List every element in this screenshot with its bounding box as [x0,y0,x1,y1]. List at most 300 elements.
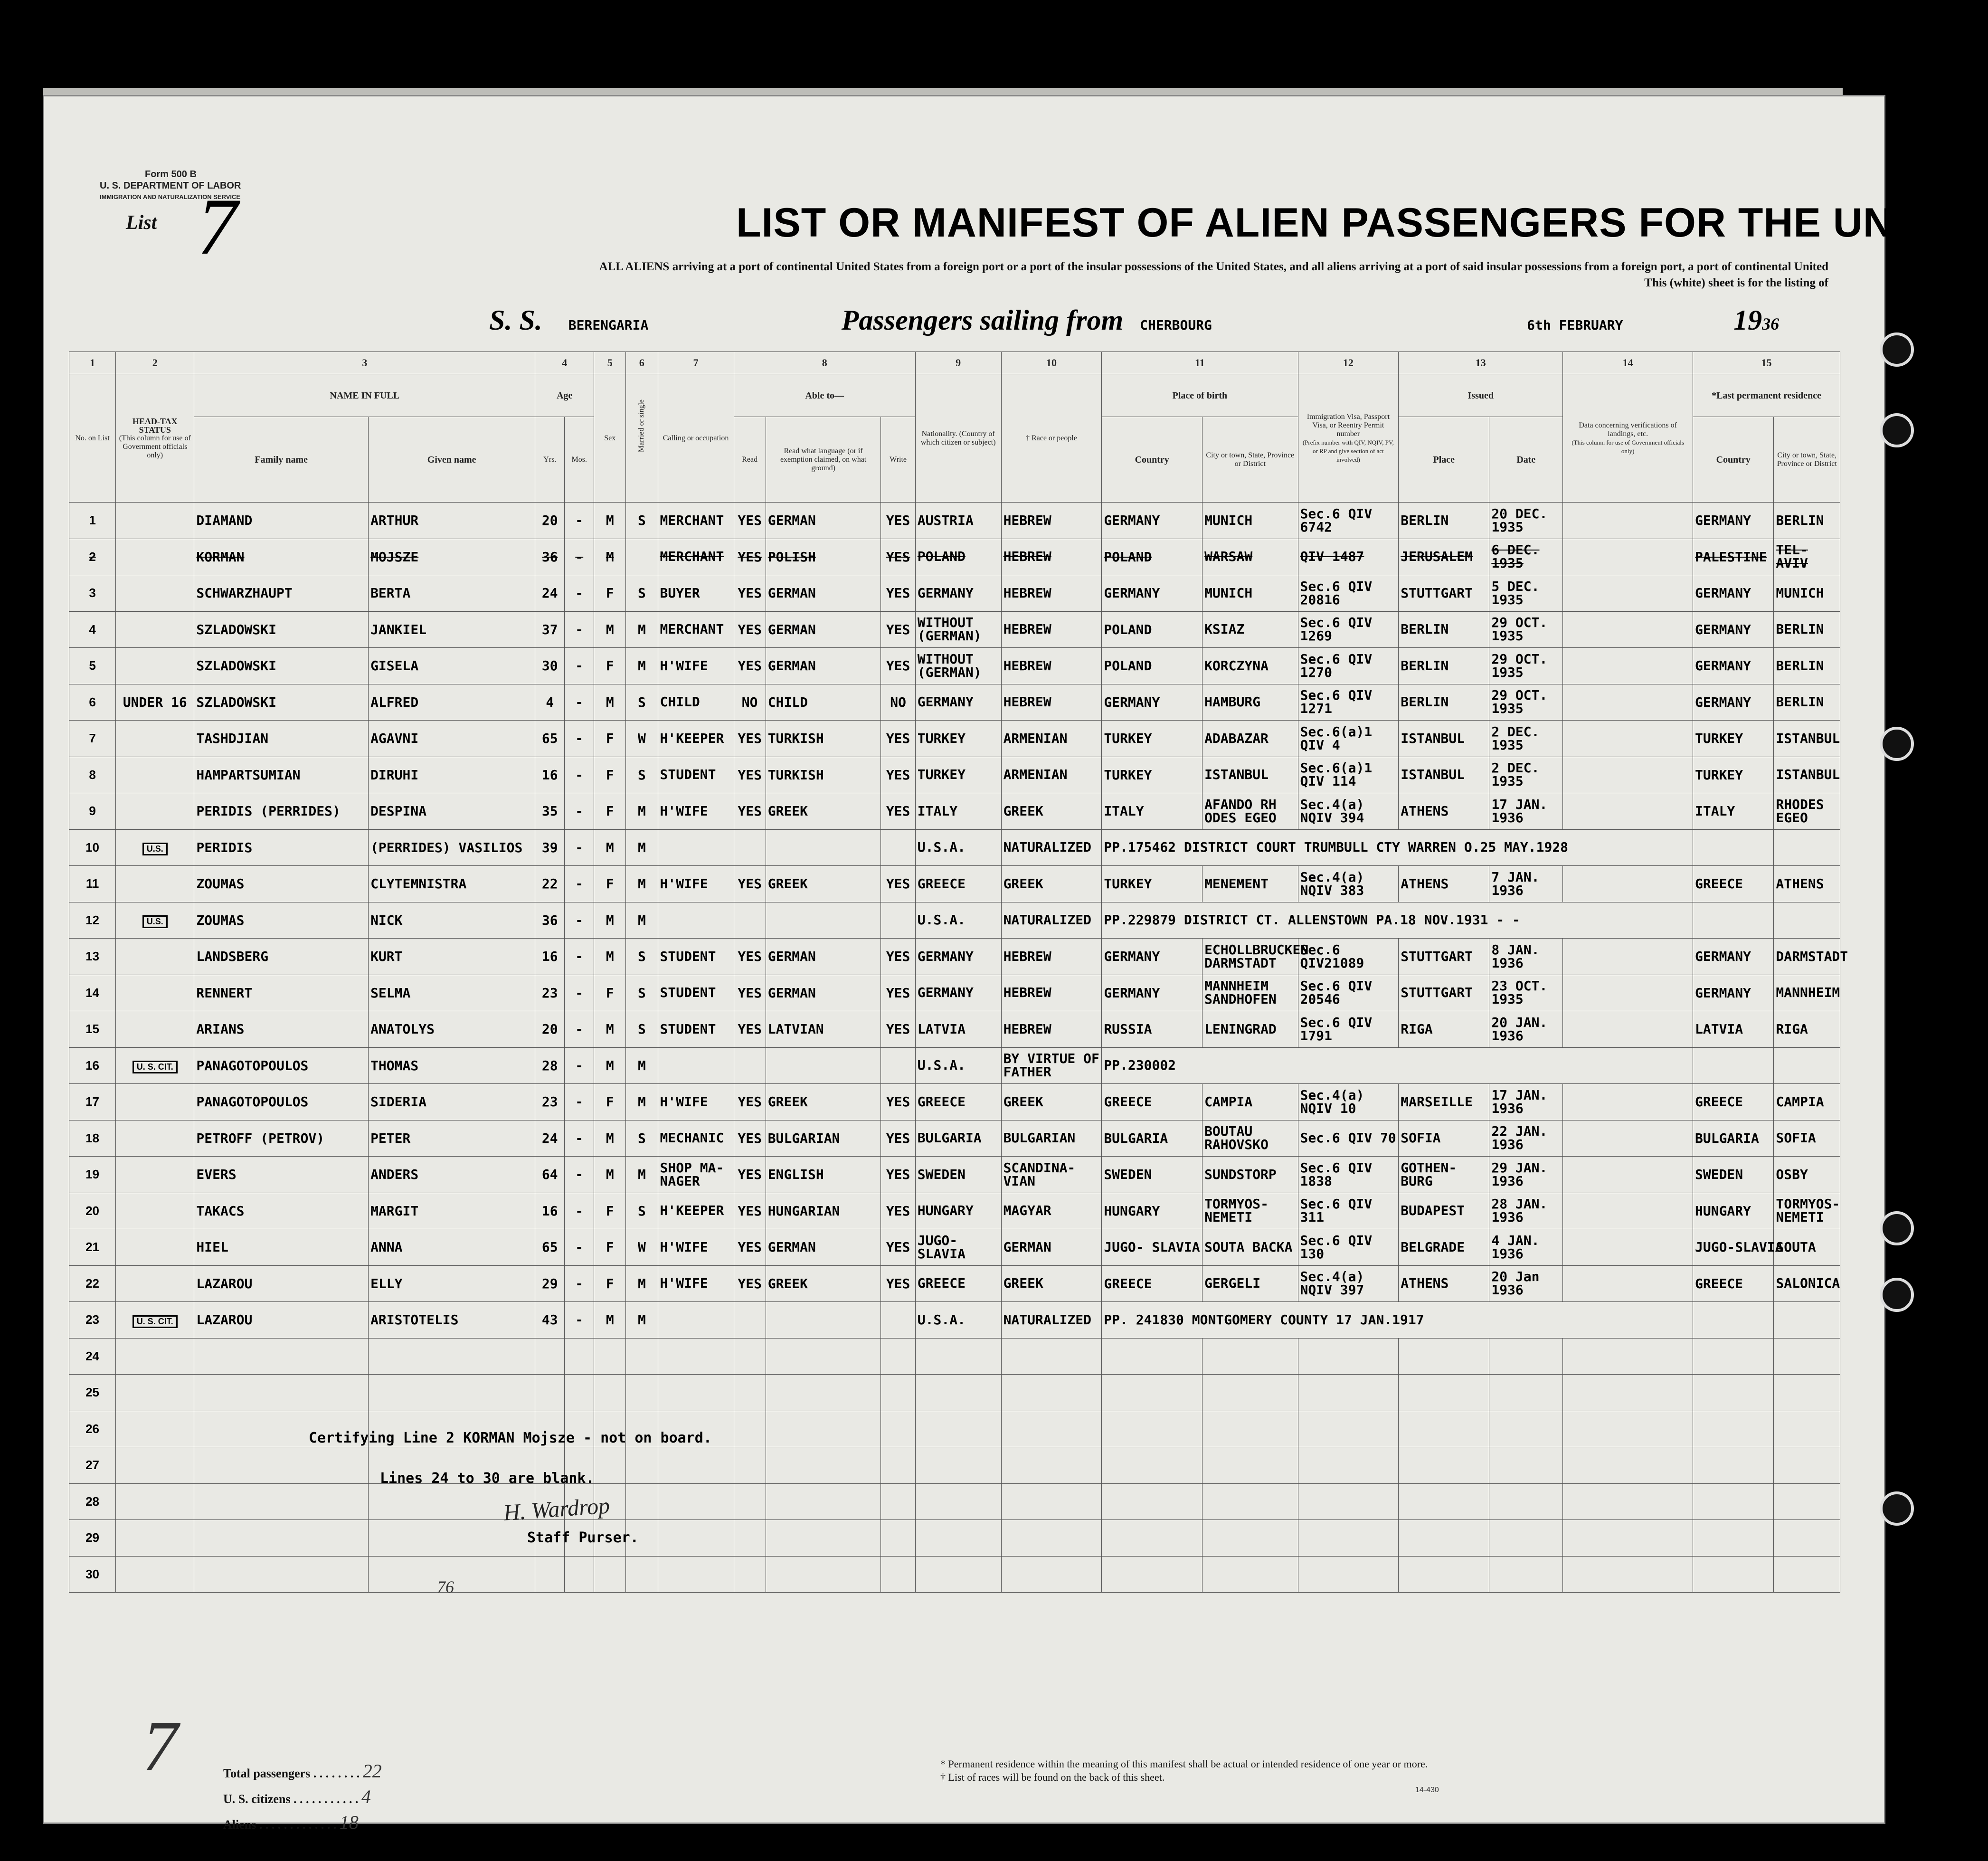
residence-city [1774,1047,1840,1084]
sex-cell: M [594,503,626,539]
given-name: NICK [369,902,535,939]
birth-country [1102,1411,1202,1447]
given-name: ANNA [369,1229,535,1266]
can-write: YES [881,975,915,1011]
nationality [915,1338,1001,1375]
sex-cell: F [594,721,626,757]
head-tax-cell [116,902,194,939]
issued-date [1489,1375,1563,1411]
head-tax-title: HEAD-TAX STATUS [132,416,178,435]
nationality [915,1447,1001,1484]
sex-cell: F [594,575,626,612]
birth-city: LENINGRAD [1202,1011,1298,1048]
sex-cell: M [594,829,626,866]
birth-country: GERMANY [1102,975,1202,1011]
col-number: 2 [116,352,194,374]
issued-place: ATHENS [1399,1265,1489,1302]
age-months: - [565,1120,594,1157]
given-name: KURT [369,939,535,975]
occupation: H'WIFE [658,793,734,830]
can-write: YES [881,939,915,975]
visa-number: QIV 1487 [1298,539,1399,575]
age-months: - [565,611,594,648]
sailing-label: Passengers sailing from [841,304,1124,336]
issued-place [1399,1411,1489,1447]
family-name: PETROFF (PETROV) [194,1120,369,1157]
occupation: MERCHANT [658,503,734,539]
visa-number [1298,1483,1399,1520]
residence-city [1774,1483,1840,1520]
year-suffix: 36 [1762,314,1780,333]
can-write: YES [881,648,915,684]
age-years: 23 [535,1084,565,1120]
birth-city [1202,1411,1298,1447]
race: HEBREW [1001,575,1102,612]
given-name: SELMA [369,975,535,1011]
issued-place: GOTHEN- BURG [1399,1157,1489,1193]
residence-city: TEL-AVIV [1774,539,1840,575]
nationality: GERMANY [915,975,1001,1011]
visa-number: Sec.6(a)1 QIV 114 [1298,757,1399,793]
race: ARMENIAN [1001,757,1102,793]
occupation: MECHANIC [658,1120,734,1157]
can-read: YES [734,1193,766,1229]
marital-status: S [626,1193,658,1229]
subtitle-line-2: This (white) sheet is for the listing of [1644,276,1828,289]
res-country-header: Country [1693,417,1774,503]
verification-header [1563,374,1693,503]
age-months: - [565,648,594,684]
age-years: 4 [535,684,565,721]
given-name: DIRUHI [369,757,535,793]
can-write: YES [881,1084,915,1120]
age-months: - [565,539,594,575]
nationality: GERMANY [915,939,1001,975]
col-number: 5 [594,352,626,374]
sex-cell: F [594,866,626,902]
occupation: MERCHANT [658,611,734,648]
can-read: YES [734,1084,766,1120]
race: NATURALIZED [1001,902,1102,939]
can-write [881,1047,915,1084]
head-tax-cell [116,1157,194,1193]
family-name: SCHWARZHAUPT [194,575,369,612]
line-number: 11 [69,866,116,902]
birth-city: GERGELI [1202,1265,1298,1302]
race: GREEK [1001,1265,1102,1302]
occupation: STUDENT [658,975,734,1011]
age-months: - [565,1084,594,1120]
nationality: U.S.A. [915,1047,1001,1084]
residence-country [1693,902,1774,939]
col-number: 3 [194,352,535,374]
residence-country: BULGARIA [1693,1120,1774,1157]
marital-status: M [626,1265,658,1302]
verification-cell [1563,503,1693,539]
can-read: YES [734,757,766,793]
race [1001,1483,1102,1520]
age-months: - [565,1047,594,1084]
verification-cell [1563,1338,1693,1375]
visa-number [1298,1520,1399,1557]
can-read: YES [734,866,766,902]
marital-status: M [626,1084,658,1120]
can-write [881,1483,915,1520]
service: IMMIGRATION AND NATURALIZATION SERVICE [100,193,241,200]
nationality: TURKEY [915,721,1001,757]
can-write [881,1338,915,1375]
can-read [734,1338,766,1375]
read-language [766,1520,881,1557]
aliens-value: 18 [339,1812,359,1833]
residence-city [1774,1447,1840,1484]
residence-city: ISTANBUL [1774,721,1840,757]
given-name: MOJSZE [369,539,535,575]
col-number: 14 [1563,352,1693,374]
table-row [69,902,1840,939]
occupation: H'WIFE [658,1229,734,1266]
visa-number: Sec.6 QIV 1269 [1298,611,1399,648]
issued-place: BERLIN [1399,503,1489,539]
age-years: 65 [535,1229,565,1266]
residence-city: MUNICH [1774,575,1840,612]
passenger-rows [69,503,1848,1593]
can-read [734,1047,766,1084]
given-name [369,1375,535,1411]
residence-country [1693,1302,1774,1339]
purser-signature: H. Wardrop [502,1493,611,1526]
issued-date: 22 JAN. 1936 [1489,1120,1563,1157]
sex-cell: F [594,1229,626,1266]
head-tax-cell [116,1338,194,1375]
visa-title: Immigration Visa, Passport Visa, or Reentry Permit number [1306,412,1390,438]
nationality: ITALY [915,793,1001,830]
visa-number: Sec.6 QIV 311 [1298,1193,1399,1229]
can-read: YES [734,575,766,612]
given-name: ALFRED [369,684,535,721]
birth-country: TURKEY [1102,866,1202,902]
race: HEBREW [1001,539,1102,575]
age-years [535,1375,565,1411]
sex-cell: M [594,1011,626,1048]
can-write [881,829,915,866]
age-months: - [565,939,594,975]
can-read: YES [734,648,766,684]
marital-status: M [626,793,658,830]
birth-city: BOUTAU RAHOVSKO [1202,1120,1298,1157]
visa-note: (Prefix number with QIV, NQIV, PV, or RP and give section of act involved) [1302,438,1394,463]
line-number: 19 [69,1157,116,1193]
marital-status: S [626,575,658,612]
residence-city [1774,1556,1840,1593]
issued-date: 6 DEC. 1935 [1489,539,1563,575]
table-row [69,611,1840,648]
read-language: GERMAN [766,611,881,648]
line-number: 2 [69,539,116,575]
issued-date: 2 DEC. 1935 [1489,721,1563,757]
residence-city: SOFIA [1774,1120,1840,1157]
sex-cell: F [594,1265,626,1302]
marital-status: S [626,1120,658,1157]
age-years: 29 [535,1265,565,1302]
race [1001,1556,1102,1593]
occupation: SHOP MA- NAGER [658,1157,734,1193]
verification-cell [1563,1411,1693,1447]
col-number: 8 [734,352,915,374]
form-code: 14-430 [1415,1786,1439,1794]
can-write: YES [881,1120,915,1157]
line-number: 6 [69,684,116,721]
residence-country: TURKEY [1693,757,1774,793]
occupation: H'WIFE [658,648,734,684]
citizen-stamp: U. S. CIT. [133,1061,178,1073]
family-name-header: Family name [194,417,369,503]
age-months: - [565,757,594,793]
head-tax-cell [116,1193,194,1229]
visa-number [1298,1447,1399,1484]
visa-number: Sec.6 QIV 1271 [1298,684,1399,721]
can-write: YES [881,866,915,902]
line-number: 29 [69,1520,116,1557]
residence-city: TORMYOS- NEMETI [1774,1193,1840,1229]
col-number: 15 [1693,352,1840,374]
occupation [658,1302,734,1339]
can-write: YES [881,1193,915,1229]
read-language: HUNGARIAN [766,1193,881,1229]
read-language: TURKISH [766,757,881,793]
citizen-stamp: U.S. [142,843,168,855]
table-row [69,1229,1840,1266]
residence-city: DARMSTADT [1774,939,1840,975]
place-of-birth-header: Place of birth [1102,374,1298,417]
residence-country [1693,1483,1774,1520]
table-row [69,721,1840,757]
age-years: 23 [535,975,565,1011]
sex-cell [594,1375,626,1411]
table-row [69,1120,1840,1157]
nationality: U.S.A. [915,902,1001,939]
line-number: 17 [69,1084,116,1120]
birth-city-header: City or town, State, Province or District [1202,417,1298,503]
verification-title: Data concerning verifications of landings, etc. [1579,421,1677,438]
sex-cell: M [594,1047,626,1084]
marital-status: M [626,611,658,648]
us-citizens-value: 4 [361,1786,371,1807]
table-row [69,684,1840,721]
occupation: H'WIFE [658,866,734,902]
nationality: GREECE [915,1265,1001,1302]
issued-date: 2 DEC. 1935 [1489,757,1563,793]
nationality: TURKEY [915,757,1001,793]
can-write: YES [881,1157,915,1193]
line-number: 9 [69,793,116,830]
subtitle-line-1: ALL ALIENS arriving at a port of continental United States from a foreign port or a port of the insular possessions of the United States, and all aliens arriving at a port of said insular possessions from a foreign port, a port of continental United [599,260,1828,273]
race: BY VIRTUE OF FATHER [1001,1047,1102,1084]
birth-country: GERMANY [1102,684,1202,721]
given-name: PETER [369,1120,535,1157]
head-tax-cell [116,757,194,793]
issued-date: 29 OCT. 1935 [1489,611,1563,648]
age-months: - [565,503,594,539]
residence-city: RHODES EGEO [1774,793,1840,830]
birth-country: GERMANY [1102,503,1202,539]
nationality-header: Nationality. (Country of which citizen or subject) [915,374,1001,503]
residence-country [1693,1338,1774,1375]
issued-place: BERLIN [1399,611,1489,648]
family-name: KORMAN [194,539,369,575]
table-row [69,939,1840,975]
line-number: 25 [69,1375,116,1411]
residence-country: GREECE [1693,866,1774,902]
marital-status: M [626,648,658,684]
given-name: GISELA [369,648,535,684]
can-read [734,1520,766,1557]
yrs-header: Yrs. [535,417,565,503]
visa-number [1298,1375,1399,1411]
age-years: 36 [535,539,565,575]
can-read [734,1302,766,1339]
age-months: - [565,829,594,866]
residence-country [1693,1411,1774,1447]
birth-city [1202,1338,1298,1375]
occupation: BUYER [658,575,734,612]
marital-status: S [626,684,658,721]
sex-cell: M [594,902,626,939]
race: BULGARIAN [1001,1120,1102,1157]
residence-country: GERMANY [1693,611,1774,648]
age-years: 24 [535,575,565,612]
issued-place: ISTANBUL [1399,721,1489,757]
occupation [658,1375,734,1411]
visa-number: Sec.4(a) NQIV 383 [1298,866,1399,902]
issued-place: BERLIN [1399,648,1489,684]
read-language: GREEK [766,793,881,830]
residence-country [1693,1047,1774,1084]
can-read: YES [734,793,766,830]
family-name: HAMPARTSUMIAN [194,757,369,793]
visa-number: Sec.6(a)1 QIV 4 [1298,721,1399,757]
col-number: 12 [1298,352,1399,374]
visa-number: Sec.6 QIV 20816 [1298,575,1399,612]
line-number: 1 [69,503,116,539]
head-tax-cell [116,1265,194,1302]
given-name: BERTA [369,575,535,612]
given-name: ANDERS [369,1157,535,1193]
can-write: YES [881,575,915,612]
birth-city [1202,1520,1298,1557]
residence-country: JUGO-SLAVIA [1693,1229,1774,1266]
head-tax-cell: UNDER 16 [116,684,194,721]
issued-date: 4 JAN. 1936 [1489,1229,1563,1266]
married-label: Married or single [637,399,646,452]
table-row [69,539,1840,575]
table-row [69,503,1840,539]
birth-city: AFANDO RH ODES EGEO [1202,793,1298,830]
issued-header: Issued [1399,374,1563,417]
verification-cell [1563,1120,1693,1157]
read-language: GERMAN [766,575,881,612]
binder-hole [1880,332,1914,367]
ss-label: S. S. [489,304,542,336]
line-number: 5 [69,648,116,684]
family-name: DIAMAND [194,503,369,539]
marital-status: M [626,1047,658,1084]
can-write [881,1302,915,1339]
given-name: AGAVNI [369,721,535,757]
us-citizens-text: U. S. citizens [223,1792,291,1806]
marital-status: W [626,1229,658,1266]
subtitle [389,259,1828,291]
race [1001,1411,1102,1447]
head-tax-cell [116,1011,194,1048]
can-read [734,902,766,939]
residence-city: CAMPIA [1774,1084,1840,1120]
issued-place: BUDAPEST [1399,1193,1489,1229]
occupation [658,1338,734,1375]
calling-header: Calling or occupation [658,374,734,503]
residence-city [1774,1411,1840,1447]
visa-header [1298,374,1399,503]
occupation: STUDENT [658,1011,734,1048]
verification-cell [1563,1520,1693,1557]
footnote-residence: * Permanent residence within the meaning of this manifest shall be actual or intended residence of one year or more. [940,1758,1428,1770]
age-months: - [565,1265,594,1302]
sailing-date: 6th FEBRUARY [1527,317,1623,333]
issued-date: 5 DEC. 1935 [1489,575,1563,612]
col-number: 9 [915,352,1001,374]
binder-hole [1880,727,1914,761]
table-row [69,1084,1840,1120]
total-passengers-label: Total passengers . . . . . . . . 22 [223,1760,382,1782]
column-number-row [69,352,1840,374]
can-write [881,1375,915,1411]
birth-city: SUNDSTORP [1202,1157,1298,1193]
read-language: GREEK [766,1265,881,1302]
issued-place: ISTANBUL [1399,757,1489,793]
age-years: 37 [535,611,565,648]
race: HEBREW [1001,684,1102,721]
occupation: H'WIFE [658,1084,734,1120]
read-language: GERMAN [766,1229,881,1266]
issued-place: RIGA [1399,1011,1489,1048]
residence-city: ISTANBUL [1774,757,1840,793]
can-read: YES [734,939,766,975]
issued-date: 8 JAN. 1936 [1489,939,1563,975]
birth-country: PP.229879 DISTRICT CT. ALLENSTOWN PA.18 NOV.1931 - - [1102,902,1693,939]
issued-place: STUTTGART [1399,575,1489,612]
table-row [69,975,1840,1011]
line-number: 3 [69,575,116,612]
age-months: - [565,1193,594,1229]
age-years: 30 [535,648,565,684]
nationality: BULGARIA [915,1120,1001,1157]
nationality: GREECE [915,1084,1001,1120]
can-read [734,1483,766,1520]
citizen-stamp: U. S. CIT. [133,1315,178,1328]
residence-country: PALESTINE [1693,539,1774,575]
residence-country: GERMANY [1693,648,1774,684]
residence-country [1693,829,1774,866]
occupation: STUDENT [658,939,734,975]
birth-country: PP. 241830 MONTGOMERY COUNTY 17 JAN.1917 [1102,1302,1693,1339]
birth-country [1102,1447,1202,1484]
line-number: 4 [69,611,116,648]
age-months: - [565,1157,594,1193]
nationality: WITHOUT (GERMAN) [915,611,1001,648]
residence-city [1774,1375,1840,1411]
residence-country: GERMANY [1693,575,1774,612]
can-read: YES [734,611,766,648]
